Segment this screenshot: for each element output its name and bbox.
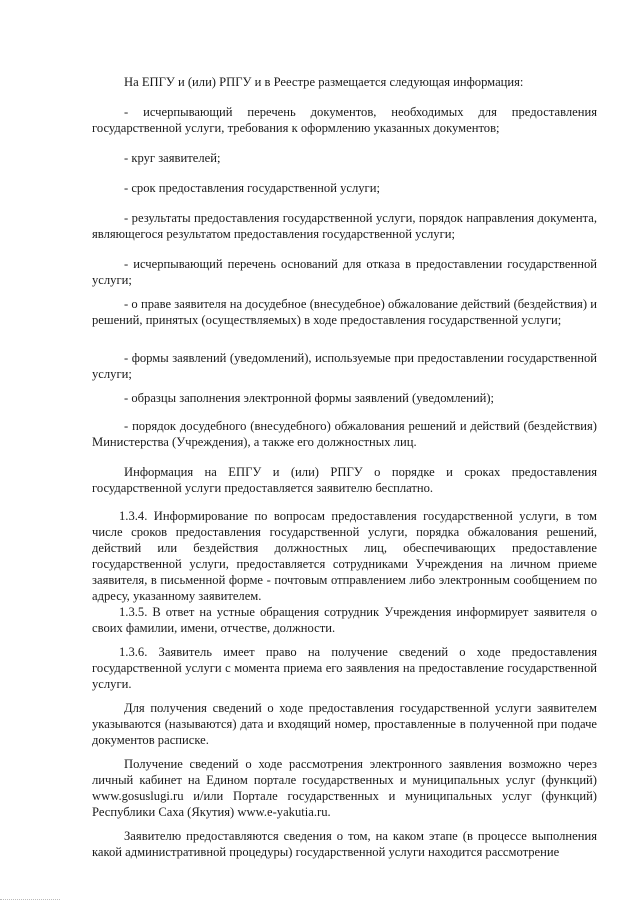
list-item-refusal-grounds: - исчерпывающий перечень оснований для отказа в предоставлении государственной услуги; bbox=[92, 257, 597, 287]
paragraph-free-info: Информация на ЕПГУ и (или) РПГУ о порядке и сроках предоставления государственной услуги предоставляется заявителю бесплатно. bbox=[92, 465, 597, 495]
intro-paragraph: На ЕПГУ и (или) РПГУ и в Реестре размещается следующая информация: bbox=[124, 75, 524, 89]
list-item-results: - результаты предоставления государственной услуги, порядок направления документа, являющегося результатом предоставления государственной услуги; bbox=[92, 211, 597, 241]
list-item-appeal-procedure: - порядок досудебного (внесудебного) обжалования решений и действий (бездействия) Министерства (Учреждения), а также его должностных лиц. bbox=[92, 419, 597, 449]
paragraph-electronic-status: Получение сведений о ходе рассмотрения электронного заявления возможно через личный кабинет на Едином портале государственных и муниципальных услуг (функций) www.gosuslugi.ru и/или Портале государственных и муниципальных услуг (функций) Республики Саха (Якутия) www.e-yakutia.ru. bbox=[92, 757, 597, 819]
list-item-term: - срок предоставления государственной услуги; bbox=[124, 181, 380, 195]
list-item-samples: - образцы заполнения электронной формы заявлений (уведомлений); bbox=[124, 391, 495, 405]
page-edge-mark bbox=[0, 897, 60, 900]
paragraph-stage-info: Заявителю предоставляются сведения о том, на каком этапе (в процессе выполнения какой административной процедуры) государственной услуги находится рассмотрение bbox=[92, 829, 597, 859]
paragraph-status-info: Для получения сведений о ходе предоставления государственной услуги заявителем указываются (называются) дата и входящий номер, проставленные в полученной при подаче документов расписке. bbox=[92, 701, 597, 747]
paragraph-1-3-6: 1.3.6. Заявитель имеет право на получение сведений о ходе предоставления государственной услуги с момента приема его заявления на предоставление государственной услуги. bbox=[92, 645, 597, 691]
paragraph-1-3-4: 1.3.4. Информирование по вопросам предоставления государственной услуги, в том числе сроков предоставления государственной услуги, порядка обжалования решений, действий или бездействия должностных лиц, обеспечивающих предоставление государственной услуги, предоставляется сотрудниками Учреждения на личном приеме заявителя, в письменной форме - почтовым отправлением либо электронным сообщением по адресу, указанному заявителем. bbox=[92, 509, 597, 603]
list-item-forms: - формы заявлений (уведомлений), используемые при предоставлении государственной услуги; bbox=[92, 351, 597, 381]
list-item-applicants: - круг заявителей; bbox=[124, 151, 221, 165]
paragraph-1-3-5: 1.3.5. В ответ на устные обращения сотрудник Учреждения информирует заявителя о своих фамилии, имени, отчестве, должности. bbox=[92, 605, 597, 635]
list-item-documents: - исчерпывающий перечень документов, необходимых для предоставления государственной услуги, требования к оформлению указанных документов; bbox=[92, 105, 597, 135]
list-item-appeal-right: - о праве заявителя на досудебное (внесудебное) обжалование действий (бездействия) и решений, принятых (осуществляемых) в ходе предоставления государственной услуги; bbox=[92, 297, 597, 327]
